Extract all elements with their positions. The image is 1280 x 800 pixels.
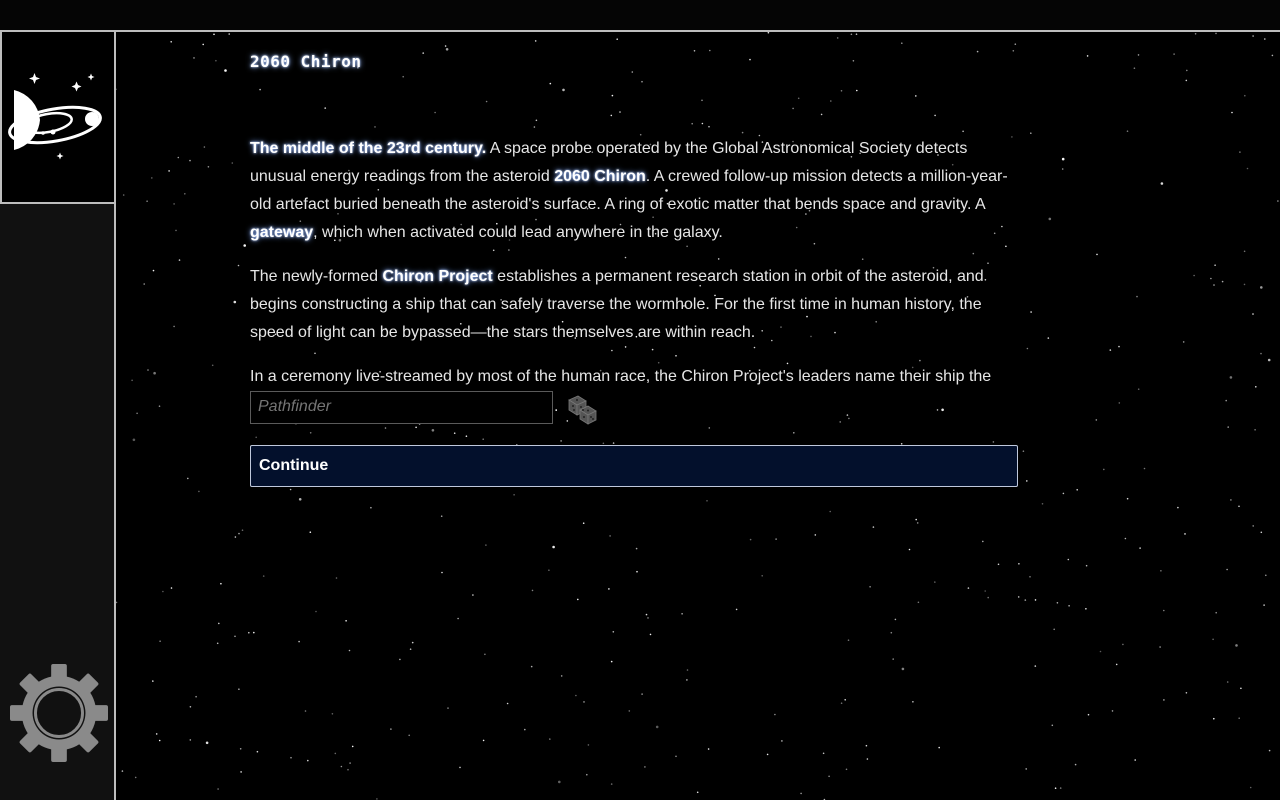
solar-system-logo-icon (2, 32, 114, 202)
story-highlight: Chiron Project (382, 268, 493, 285)
gear-icon[interactable] (10, 664, 108, 762)
story-highlight: gateway (250, 224, 314, 241)
continue-button[interactable]: Continue (250, 445, 1018, 487)
dice-icon[interactable] (566, 393, 598, 425)
story-paragraph-2 (250, 263, 1020, 347)
story-text: The newly-formed (250, 268, 383, 285)
ship-name-input[interactable] (250, 391, 553, 424)
story-highlight: 2060 Chiron (554, 168, 646, 185)
story-text: A space probe operated by the Global Astronomical Society detects unusual energy readings from the asteroid (250, 140, 968, 185)
logo-panel (0, 32, 116, 204)
top-bar (0, 0, 1280, 32)
story-highlight: The middle of the 23rd century. (250, 140, 487, 157)
story-paragraph-1 (250, 135, 1020, 247)
story-text: , which when activated could lead anywhere in the galaxy. (313, 224, 723, 241)
ship-name-row (250, 389, 1020, 425)
story-content (250, 32, 1020, 487)
sentence-period: . (554, 398, 559, 415)
story-paragraph-3: In a ceremony live-streamed by most of the human race, the Chiron Project's leaders name their ship the (250, 368, 992, 385)
page-title: 2060 Chiron (250, 52, 362, 71)
story-text: . A crewed follow-up mission detects a million-year-old artefact buried beneath the asteroid's surface. A ring of exotic matter that bends space and gravity. A (250, 168, 1008, 213)
story-text: establishes a permanent research station in orbit of the asteroid, and begins constructing a ship that can safely traverse the wormhole. For the first time in human history, the speed of light can be bypassed—the stars themselves are within reach. (250, 268, 984, 341)
